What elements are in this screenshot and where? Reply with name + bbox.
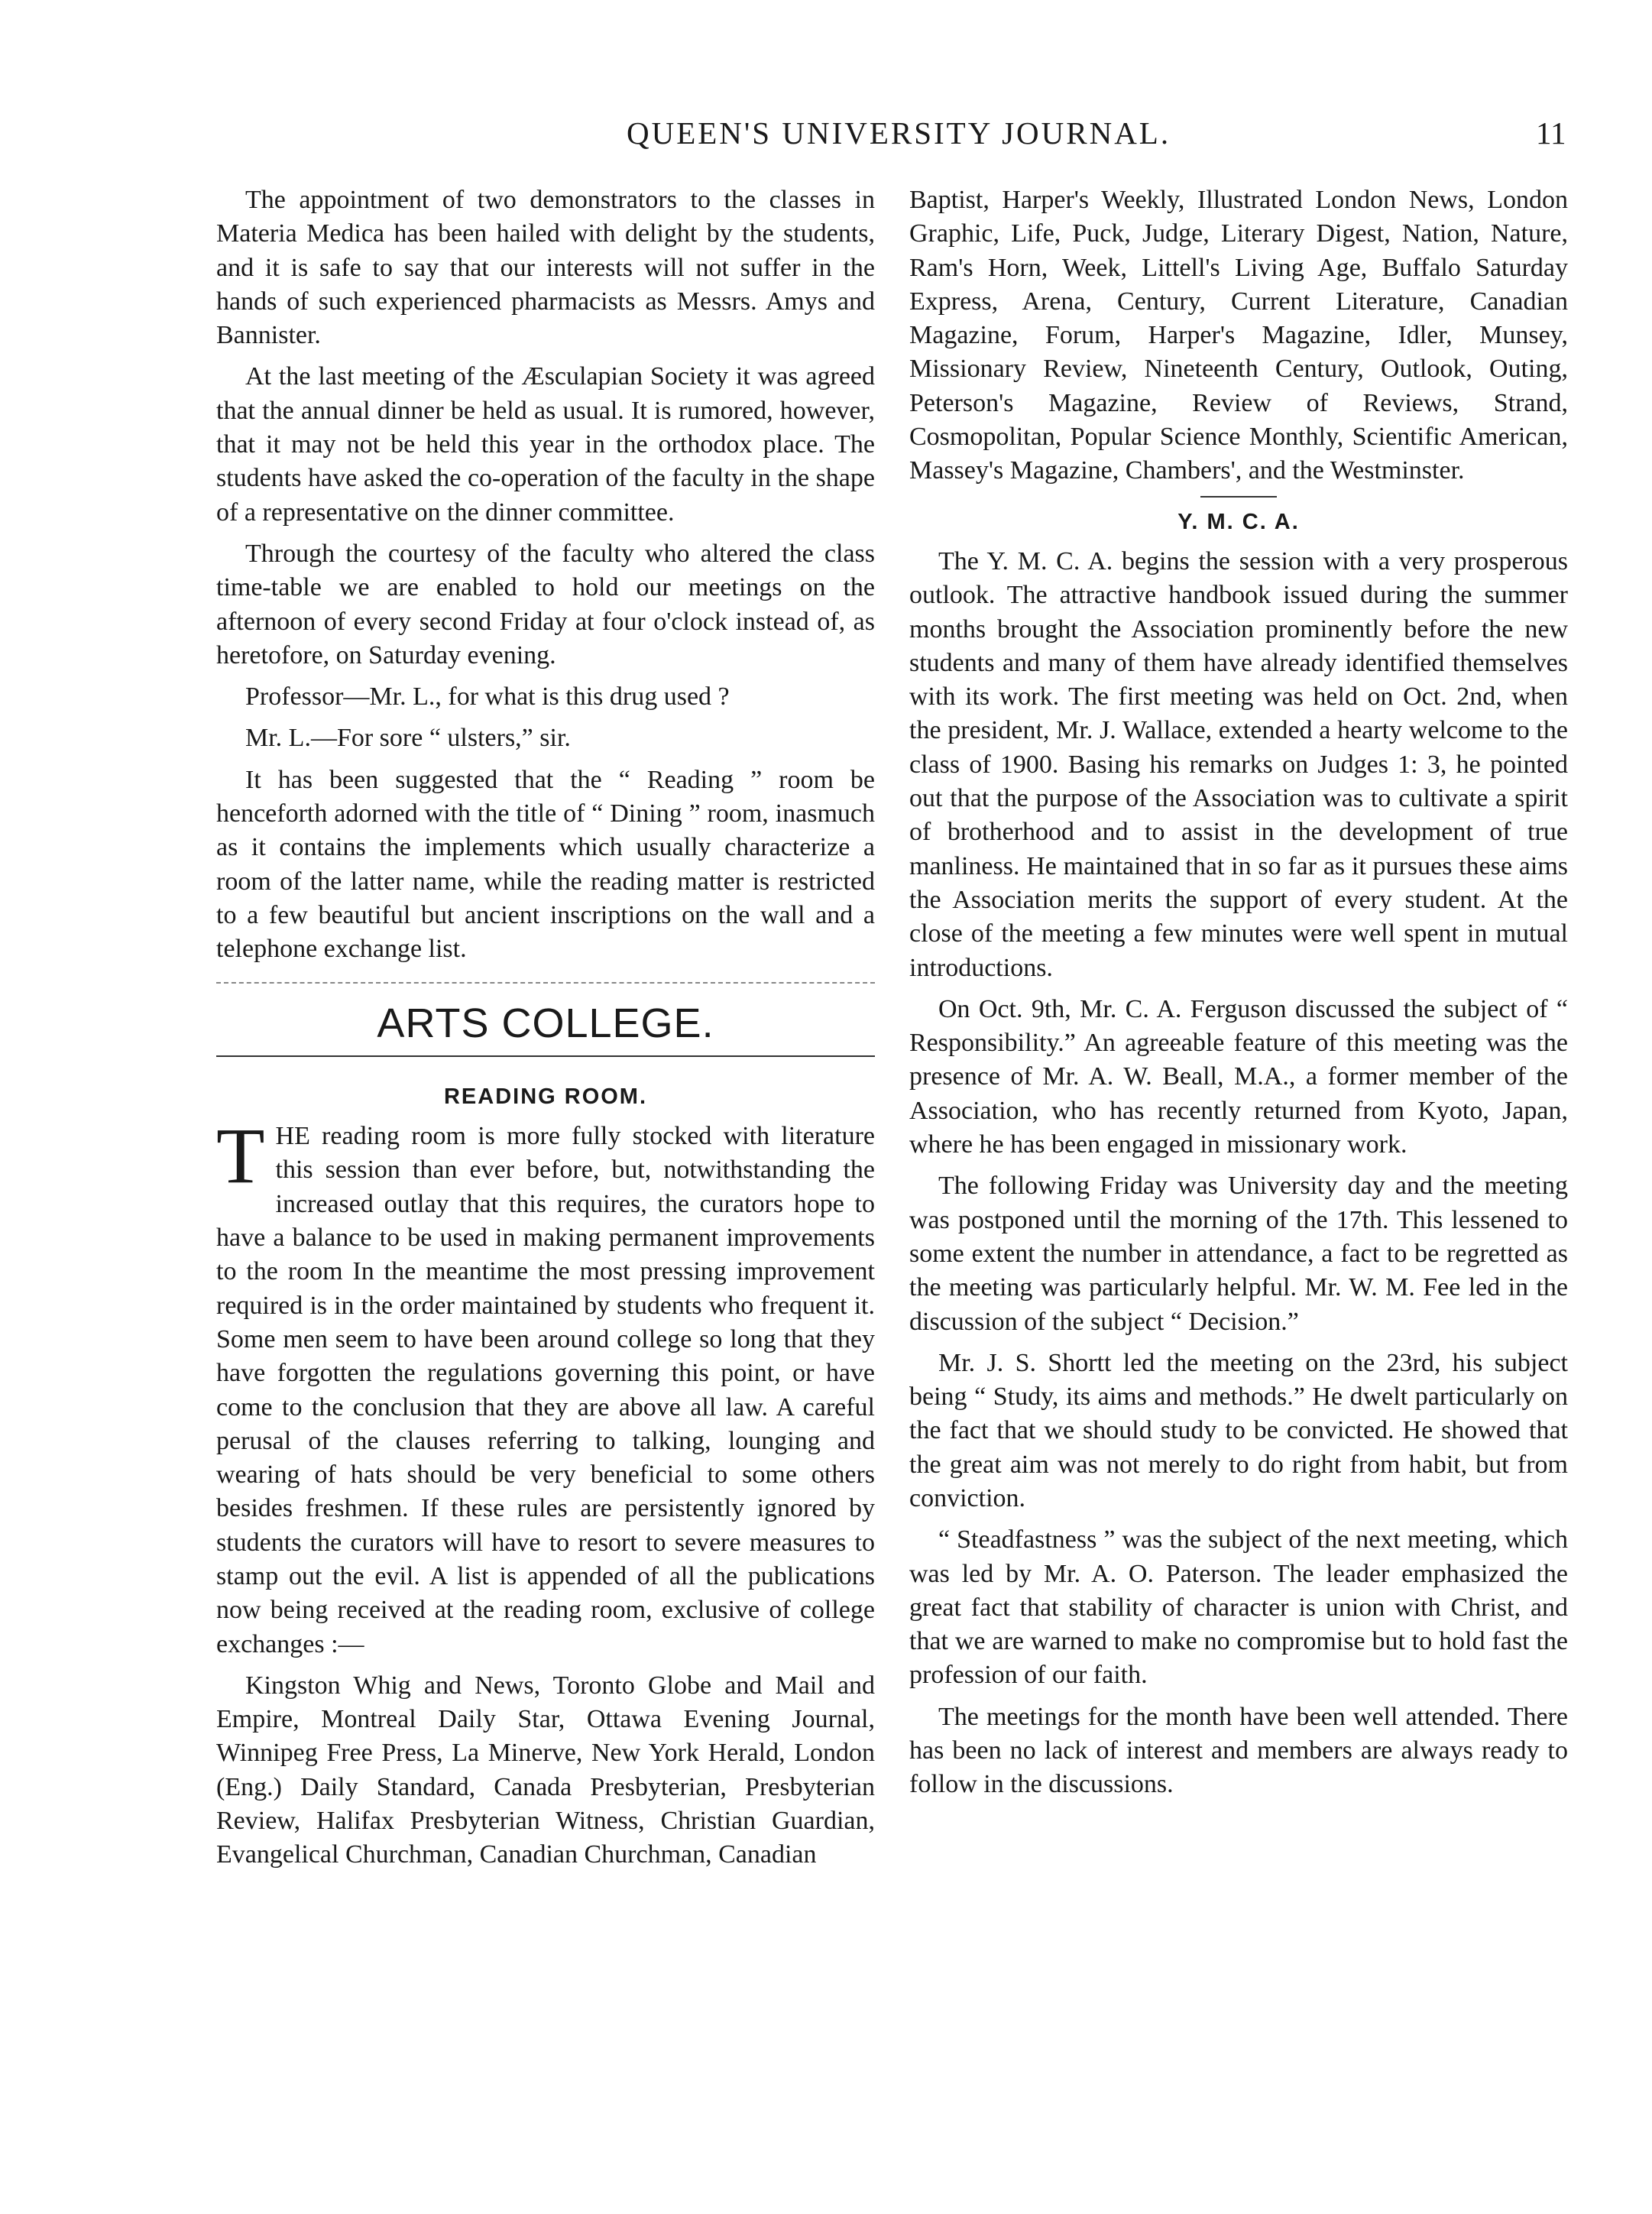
subhead-ymca: Y. M. C. A.	[1177, 509, 1300, 534]
paragraph: At the last meeting of the Æsculapian Society it was agreed that the annual dinner be held as usual. It is rumored, however, that it may not be held this year in the orthodox place. The students have asked the co-operation of the faculty in the shape of a representative on the dinner committee.	[216, 362, 875, 527]
paragraph: On Oct. 9th, Mr. C. A. Ferguson discussed the subject of “ Responsibility.” An agreeable feature of this meeting was the presence of Mr. A. W. Beall, M.A., a former member of the Association, who has recently returned from Kyoto, Japan, where he has been engaged in missionary work.	[909, 994, 1568, 1159]
dropcap-paragraph-text: HE reading room is more fully stocked with literature this session than ever before, but, notwithstanding the increased outlay that this requires, the curators hope to have a balance to be used in making permanent improvements to the room In the meantime the most pressing improvement required is in the order maintained by students who frequent it. Some men seem to have been around college so long that they have forgotten the regulations governing this point, or have come to the conclusion that they are above all law. A careful perusal of the clauses referring to talking, lounging and wearing of hats should be very beneficial to some others besides freshmen. If these rules are persistently ignored by students the curators will have to resort to severe measures to stamp out the evil. A list is appended of all the publications now being received at the reading room, exclusive of college exchanges :—	[216, 1122, 875, 1658]
subhead-reading-room: READING ROOM.	[443, 1084, 648, 1109]
paragraph: The following Friday was University day and the meeting was postponed until the morning of the 17th. This lessened to some extent the number in attendance, a fact to be regretted as the meeting was particularly helpful. Mr. W. M. Fee led in the discussion of the subject “ Decision.”	[909, 1172, 1568, 1336]
paragraph: The meetings for the month have been well attended. There has been no lack of interest and members are always ready to follow in the discussions.	[909, 1702, 1568, 1799]
paragraph: Through the courtesy of the faculty who altered the class time-table we are enabled to hold our meetings on the afternoon of every second Friday at four o'clock instead of, as heretofore, on Saturday evening.	[216, 539, 875, 669]
page-header	[0, 115, 1652, 160]
paragraph: It has been suggested that the “ Reading ” room be henceforth adorned with the title of “ Dining ” room, inasmuch as it contains the implements which usually characterize a room of the latter name, while the reading matter is restricted to a few beautiful but ancient inscriptions on the wall and a telephone exchange list.	[216, 765, 875, 964]
section-title: ARTS COLLEGE.	[377, 1000, 714, 1046]
title-rule	[216, 1055, 875, 1057]
paragraph: Mr. L.—For sore “ ulsters,” sir.	[245, 724, 571, 753]
publications-list: Kingston Whig and News, Toronto Globe and Mail and Empire, Montreal Daily Star, Ottawa Evening Journal, Winnipeg Free Press, La Minerve, New York Herald, London (Eng.) Daily Standard, Canada Presbyterian, Presbyterian Review, Halifax Presbyterian Witness, Christian Guardian, Evangelical Churchman, Canadian Churchman, Canadian	[216, 1671, 875, 1869]
section-divider	[216, 982, 875, 984]
paragraph: The appointment of two demonstrators to the classes in Materia Medica has been hailed with delight by the students, and it is safe to say that our interests will not suffer in the hands of such experienced pharmacists as Messrs. Amys and Bannister.	[216, 186, 875, 350]
left-column	[216, 183, 875, 1880]
dropcap-paragraph	[216, 1112, 875, 1661]
paragraph: The Y. M. C. A. begins the session with a very prosperous outlook. The attractive handbook issued during the summer months brought the Association prominently before the new students and many of them have already identified themselves with its work. The first meeting was held on Oct. 2nd, when the president, Mr. J. Wallace, extended a hearty welcome to the class of 1900. Basing his remarks on Judges 1: 3, he pointed out that the purpose of the Association was to cultivate a spirit of brotherhood and to assist in the development of true manliness. He maintained that in so far as it pursues these aims the Association merits the support of every student. At the close of the meeting a few minutes were well spent in mutual introductions.	[909, 546, 1568, 982]
publications-list-continued: Baptist, Harper's Weekly, Illustrated London News, London Graphic, Life, Puck, Judge, Literary Digest, Nation, Nature, Ram's Horn, Week, Littell's Living Age, Buffalo Saturday Express, Arena, Century, Current Literature, Canadian Magazine, Forum, Harper's Magazine, Idler, Munsey, Missionary Review, Nineteenth Century, Outlook, Outing, Peterson's Magazine, Review of Reviews, Strand, Cosmopolitan, Popular Science Monthly, Scientific American, Massey's Magazine, Chambers', and the Westminster.	[909, 186, 1568, 485]
drop-cap: T	[216, 1112, 265, 1201]
page-number: 11	[1536, 115, 1566, 151]
running-head: QUEEN'S UNIVERSITY JOURNAL.	[627, 115, 1171, 151]
paragraph: Mr. J. S. Shortt led the meeting on the 23rd, his subject being “ Study, its aims and methods.” He dwelt particularly on the fact that we should study to be convicted. He showed that the great aim was not merely to do right from habit, but from conviction.	[909, 1348, 1568, 1512]
right-column	[909, 183, 1568, 1810]
paragraph: Professor—Mr. L., for what is this drug used ?	[245, 682, 730, 712]
paragraph: “ Steadfastness ” was the subject of the next meeting, which was led by Mr. A. O. Paterson. The leader emphasized the great fact that stability of character is union with Christ, and that we are warned to make no compromise but to hold fast the profession of our faith.	[909, 1525, 1568, 1690]
short-rule	[1200, 496, 1277, 498]
